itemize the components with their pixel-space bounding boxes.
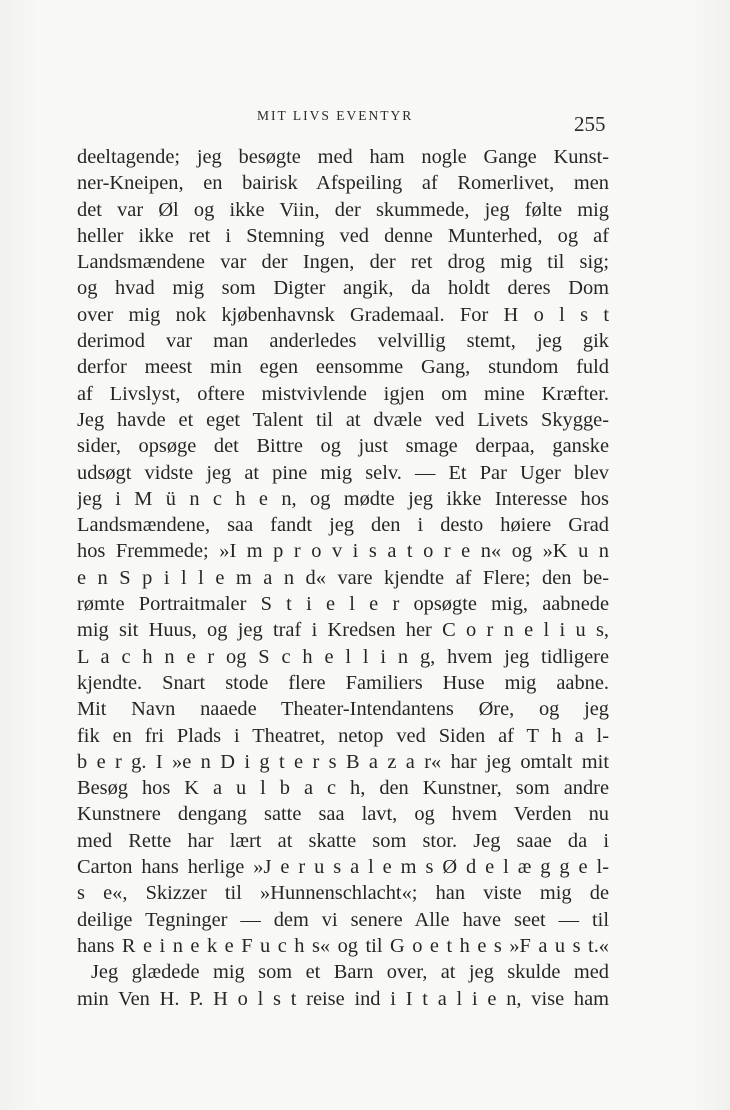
text-line: sider, opsøge det Bittre og just smage derpaa, ganske (77, 435, 609, 458)
text-line: hos Fremmede; »I m p r o v i s a t o r e n« og »K u n (77, 540, 609, 563)
page-number: 255 (574, 112, 606, 136)
text-line: jeg i M ü n c h e n, og mødte jeg ikke Interesse hos (77, 487, 609, 510)
text-line: og hvad mig som Digter angik, da holdt deres Dom (77, 277, 609, 300)
body-text (77, 144, 609, 1012)
text-line: mig sit Huus, og jeg traf i Kredsen her C o r n e l i u s, (77, 619, 609, 642)
text-line: rømte Portraitmaler S t i e l e r opsøgte mig, aabnede (77, 593, 609, 616)
text-line: e n S p i l l e m a n d« vare kjendte af Flere; den be- (77, 566, 609, 589)
text-line: deeltagende; jeg besøgte med ham nogle Gange Kunst- (77, 146, 609, 168)
text-line: b e r g. I »e n D i g t e r s B a z a r« har jeg omtalt mit (77, 750, 609, 773)
text-line: udsøgt vidste jeg at pine mig selv. — Et Par Uger blev (77, 461, 609, 484)
text-line: derimod var man anderledes velvillig stemt, jeg gik (77, 330, 609, 353)
text-line: over mig nok kjøbenhavnsk Grademaal. For H o l s t (77, 303, 609, 326)
text-line: Carton hans herlige »J e r u s a l e m s Ø d e l æ g g e l- (77, 856, 609, 879)
text-line: hans R e i n e k e F u c h s« og til G o e t h e s »F a u s t.« (77, 934, 609, 957)
text-line: L a c h n e r og S c h e l l i n g, hvem jeg tidligere (77, 645, 609, 668)
text-line: Landsmændene, saa fandt jeg den i desto høiere Grad (77, 514, 609, 537)
text-line: fik en fri Plads i Theatret, netop ved Siden af T h a l- (77, 724, 609, 747)
text-line: Besøg hos K a u l b a c h, den Kunstner, som andre (77, 777, 609, 800)
text-line: derfor meest min egen eensomme Gang, stundom fuld (77, 356, 609, 379)
text-line: heller ikke ret i Stemning ved denne Munterhed, og af (77, 224, 609, 247)
text-line: med Rette har lært at skatte som stor. Jeg saae da i (77, 829, 609, 852)
text-line: kjendte. Snart stode flere Familiers Huse mig aabne. (77, 671, 609, 694)
text-line: Landsmændene var der Ingen, der ret drog mig til sig; (77, 251, 609, 274)
text-line: Mit Navn naaede Theater-Intendantens Øre, og jeg (77, 698, 609, 721)
text-line: det var Øl og ikke Viin, der skummede, jeg følte mig (77, 198, 609, 221)
paragraph-start-line: Jeg glædede mig som et Barn over, at jeg skulde med (91, 961, 609, 984)
text-line: af Livslyst, oftere mistvivlende igjen om mine Kræfter. (77, 382, 609, 405)
page-header (0, 100, 730, 140)
text-line: min Ven H. P. H o l s t reise ind i I t a l i e n, vise ham (77, 987, 609, 1010)
text-line: Kunstnere dengang satte saa lavt, og hvem Verden nu (77, 803, 609, 826)
running-title: MIT LIVS EVENTYR (257, 108, 414, 123)
text-line: s e«, Skizzer til »Hunnenschlacht«; han viste mig de (77, 882, 609, 905)
text-line: Jeg havde et eget Talent til at dvæle ved Livets Skygge- (77, 408, 609, 431)
text-line: ner-Kneipen, en bairisk Afspeiling af Romerlivet, men (77, 172, 609, 195)
text-line: deilige Tegninger — dem vi senere Alle have seet — til (77, 908, 609, 931)
